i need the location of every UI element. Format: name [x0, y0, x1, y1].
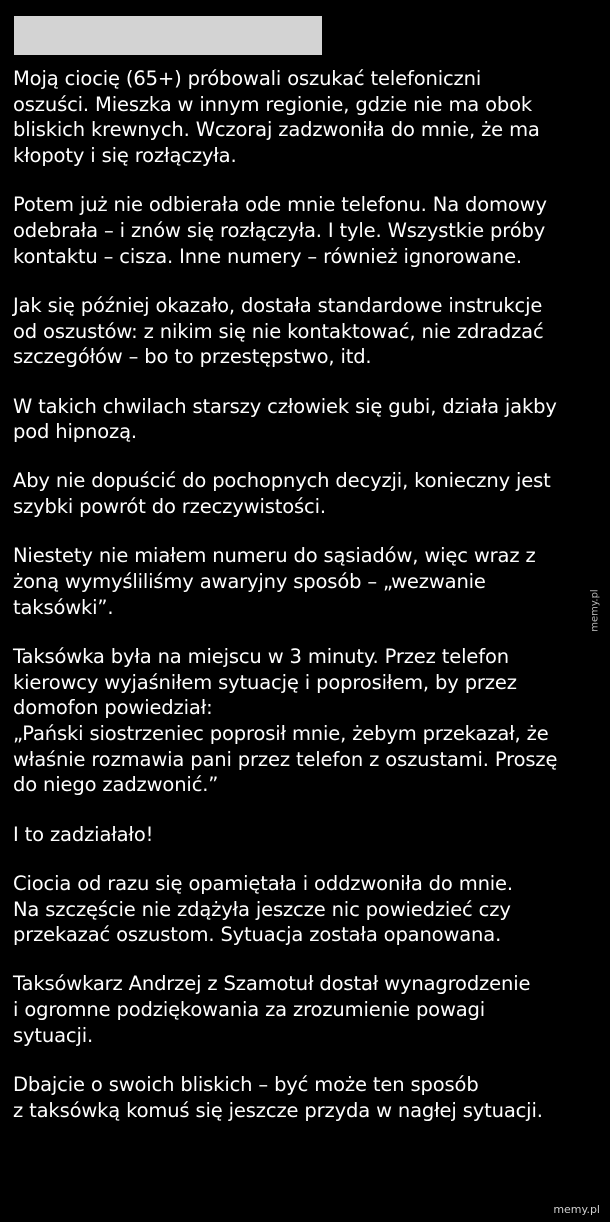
- side-watermark: memy.pl: [589, 589, 601, 632]
- bottom-watermark: memy.pl: [553, 1203, 600, 1216]
- paragraph-3: Jak się później okazało, dostała standardowe instrukcje od oszustów: z nikim się nie kontaktować, nie zdradzać szczegółów – bo to przestępstwo, itd.: [13, 293, 544, 369]
- paragraph-4: W takich chwilach starszy człowiek się gubi, działa jakby pod hipnozą.: [13, 394, 557, 444]
- paragraph-6: Niestety nie miałem numeru do sąsiadów, więc wraz z żoną wymyśliliśmy awaryjny sposób – „wezwanie taksówki”.: [13, 544, 536, 619]
- paragraph-11: Dbajcie o swoich bliskich – być może ten sposób z taksówką komuś się jeszcze przyda w nagłej sytuacji.: [13, 1073, 543, 1122]
- paragraph-10: Taksówkarz Andrzej z Szamotuł dostał wynagrodzenie i ogromne podziękowania za zrozumienie powagi sytuacji.: [13, 972, 531, 1047]
- redacted-header-block: [14, 16, 322, 55]
- paragraph-8: I to zadziałało!: [13, 822, 154, 846]
- story-text: [13, 66, 583, 1147]
- paragraph-9: Ciocia od razu się opamiętała i oddzwoniła do mnie. Na szczęście nie zdążyła jeszcze nic powiedzieć czy przekazać oszustom. Sytuacja została opanowana.: [13, 871, 513, 947]
- paragraph-1: Moją ciocię (65+) próbowali oszukać telefoniczni oszuści. Mieszka w innym regionie, gdzie nie ma obok bliskich krewnych. Wczoraj zadzwoniła do mnie, że ma kłopoty i się rozłączyła.: [13, 67, 540, 168]
- paragraph-2: Potem już nie odbierała ode mnie telefonu. Na domowy odebrała – i znów się rozłączyła. I tyle. Wszystkie próby kontaktu – cisza. Inne numery – również ignorowane.: [13, 193, 547, 268]
- paragraph-7: Taksówka była na miejscu w 3 minuty. Przez telefon kierowcy wyjaśniłem sytuację i poprosiłem, by przez domofon powiedział: „Pański siostrzeniec poprosił mnie, żebym przekazał, że właśnie rozmawia pani przez telefon z oszustami. Proszę do niego zadzwonić.”: [13, 644, 558, 797]
- paragraph-5: Aby nie dopuścić do pochopnych decyzji, konieczny jest szybki powrót do rzeczywistości.: [13, 469, 551, 519]
